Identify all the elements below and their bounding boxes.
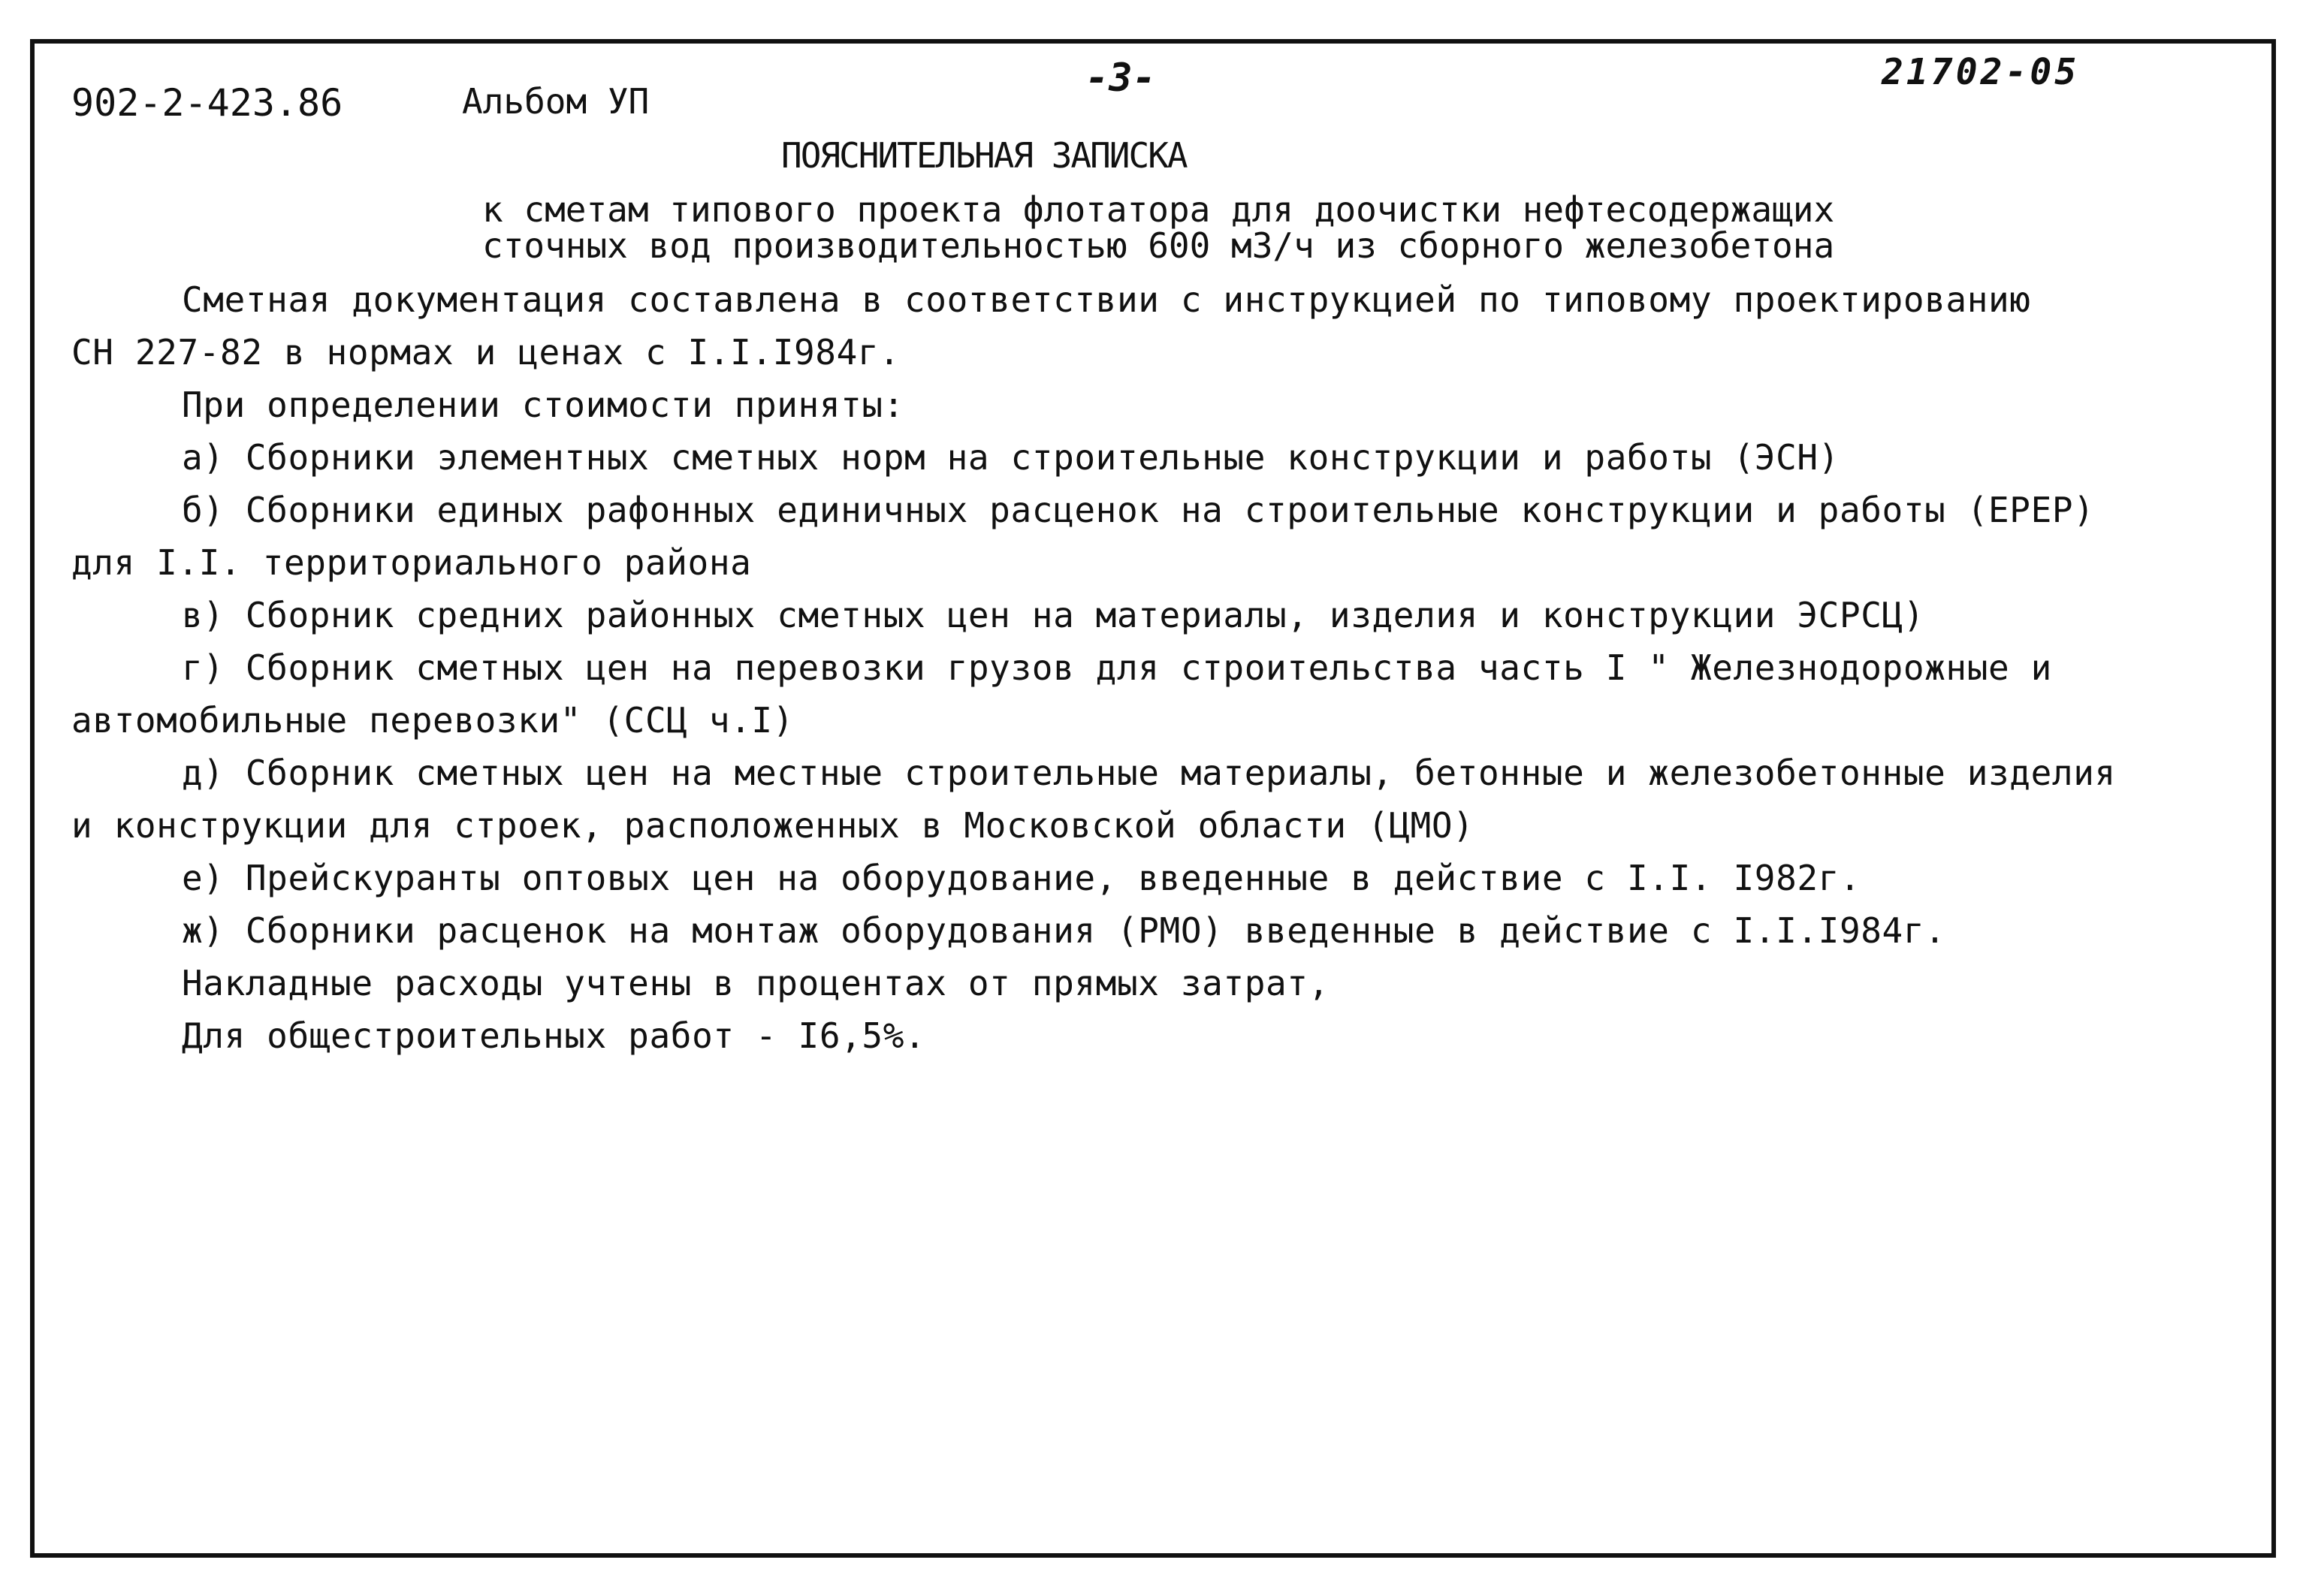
body-line: СН 227-82 в нормах и ценах с I.I.I984г. (71, 332, 901, 373)
list-item-e: е) Прейскуранты оптовых цен на оборудование, введенные в действие с I.I. I982г. (182, 858, 1861, 898)
list-item-a: а) Сборники элементных сметных норм на строительные конструкции и работы (ЭСН) (182, 437, 1840, 478)
list-item-d: д) Сборник сметных цен на местные строительные материалы, бетонные и железобетонные изделия (182, 753, 2116, 793)
list-item-b-continued: для I.I. территориального района (71, 542, 752, 583)
page-title: ПОЯСНИТЕЛЬНАЯ ЗАПИСКА (781, 135, 1187, 176)
body-line: При определении стоимости приняты: (182, 385, 905, 425)
list-item-zh: ж) Сборники расценок на монтаж оборудования (РМО) введенные в действие с I.I.I984г. (182, 910, 1946, 951)
subtitle-line-2: сточных вод производительностью 600 м3/ч из сборного железобетона (482, 225, 1835, 266)
list-item-b: б) Сборники единых рафонных единичных расценок на строительные конструкции и работы (ЕРЕР) (182, 490, 2095, 530)
page-number: -3- (1085, 56, 1156, 101)
subtitle-line-1: к сметам типового проекта флотатора для доочистки нефтесодержащих (482, 189, 1835, 230)
body-line: Сметная документация составлена в соответствии с инструкцией по типовому проектированию (182, 279, 2031, 320)
list-item-g-continued: автомобильные перевозки" (ССЦ ч.I) (71, 700, 795, 741)
list-item-v: в) Сборник средних районных сметных цен на материалы, изделия и конструкции ЭСРСЦ) (182, 595, 1925, 635)
list-item-d-continued: и конструкции для строек, расположенных в Московской области (ЦМО) (71, 805, 1474, 846)
page-border-frame (30, 39, 2276, 1558)
document-code: 902-2-423.86 (71, 81, 343, 125)
body-line: Для общестроительных работ - I6,5%. (182, 1015, 926, 1056)
list-item-g: г) Сборник сметных цен на перевозки грузов для строительства часть I " Железнодорожные и (182, 647, 2052, 688)
body-line: Накладные расходы учтены в процентах от прямых затрат, (182, 963, 1330, 1003)
inventory-stamp: 21702-05 (1882, 51, 2080, 93)
album-label: Альбом УП (462, 81, 650, 122)
